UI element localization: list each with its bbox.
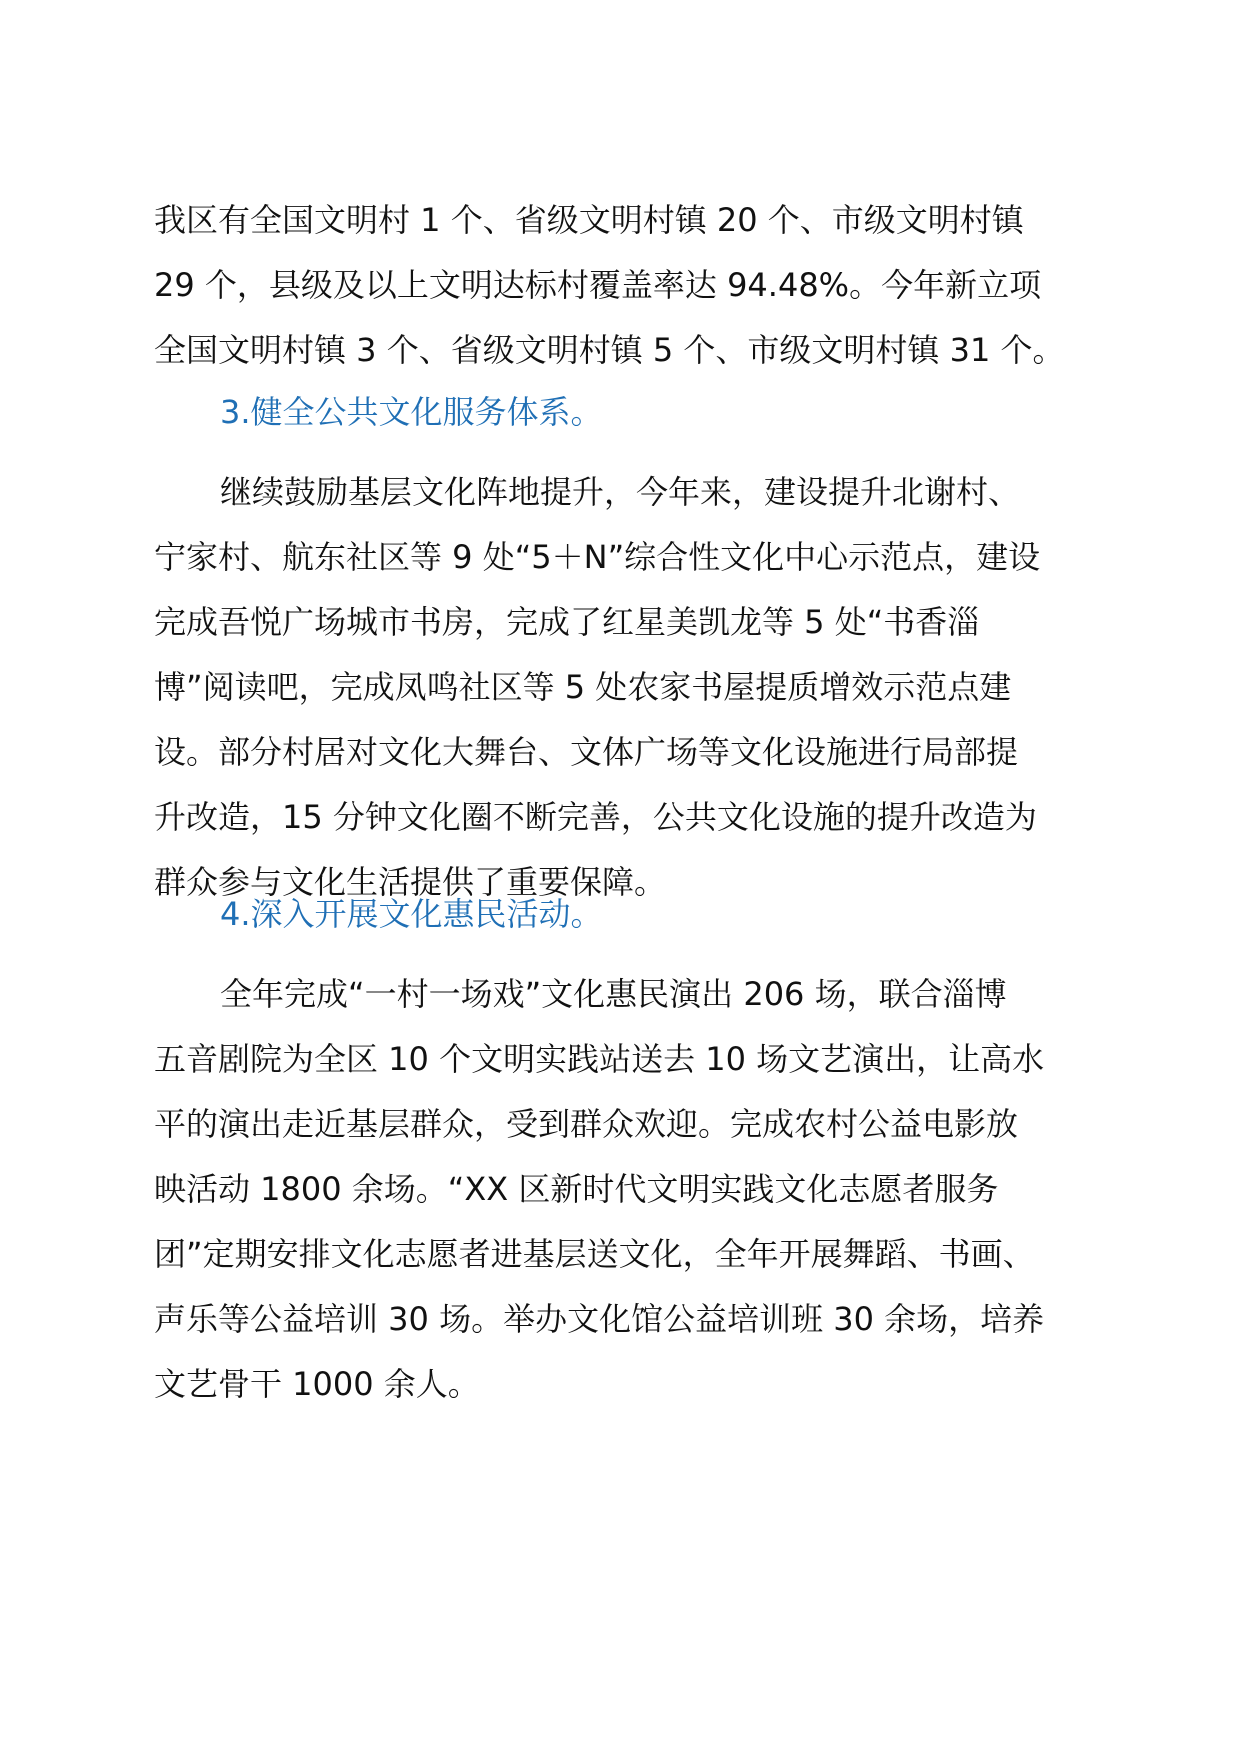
text-line: 宁家村、航东社区等 9 处“5＋N”综合性文化中心示范点，建设 — [154, 538, 1041, 576]
paragraph-public-culture-service — [154, 460, 1094, 915]
text-line: 我区有全国文明村 1 个、省级文明村镇 20 个、市级文明村镇 — [154, 201, 1024, 239]
text-line: 群众参与文化生活提供了重要保障。 — [154, 863, 667, 901]
text-line: 继续鼓励基层文化阵地提升，今年来，建设提升北谢村、 — [220, 473, 1021, 511]
section-heading-4: 4.深入开展文化惠民活动。 — [220, 895, 603, 933]
text-line: 映活动 1800 余场。“XX 区新时代文明实践文化志愿者服务 — [154, 1170, 999, 1208]
text-line: 平的演出走近基层群众，受到群众欢迎。完成农村公益电影放 — [154, 1105, 1019, 1143]
text-line: 设。部分村居对文化大舞台、文体广场等文化设施进行局部提 — [154, 733, 1019, 771]
text-line: 博”阅读吧，完成凤鸣社区等 5 处农家书屋提质增效示范点建 — [154, 668, 1012, 706]
text-line: 团”定期安排文化志愿者进基层送文化，全年开展舞蹈、书画、 — [154, 1235, 1035, 1273]
text-line: 完成吾悦广场城市书房，完成了红星美凯龙等 5 处“书香淄 — [154, 603, 980, 641]
text-line: 全年完成“一村一场戏”文化惠民演出 206 场，联合淄博 — [220, 975, 1007, 1013]
text-line: 五音剧院为全区 10 个文明实践站送去 10 场文艺演出，让高水 — [154, 1040, 1045, 1078]
section-heading-3: 3.健全公共文化服务体系。 — [220, 393, 603, 431]
paragraph-culture-activities — [154, 962, 1094, 1417]
text-line: 声乐等公益培训 30 场。举办文化馆公益培训班 30 余场，培养 — [154, 1300, 1045, 1338]
text-line: 全国文明村镇 3 个、省级文明村镇 5 个、市级文明村镇 31 个。 — [154, 331, 1065, 369]
text-line: 升改造，15 分钟文化圈不断完善，公共文化设施的提升改造为 — [154, 798, 1037, 836]
paragraph-village-statistics — [154, 188, 1094, 383]
text-line: 文艺骨干 1000 余人。 — [154, 1365, 480, 1403]
text-line: 29 个，县级及以上文明达标村覆盖率达 94.48%。今年新立项 — [154, 266, 1042, 304]
